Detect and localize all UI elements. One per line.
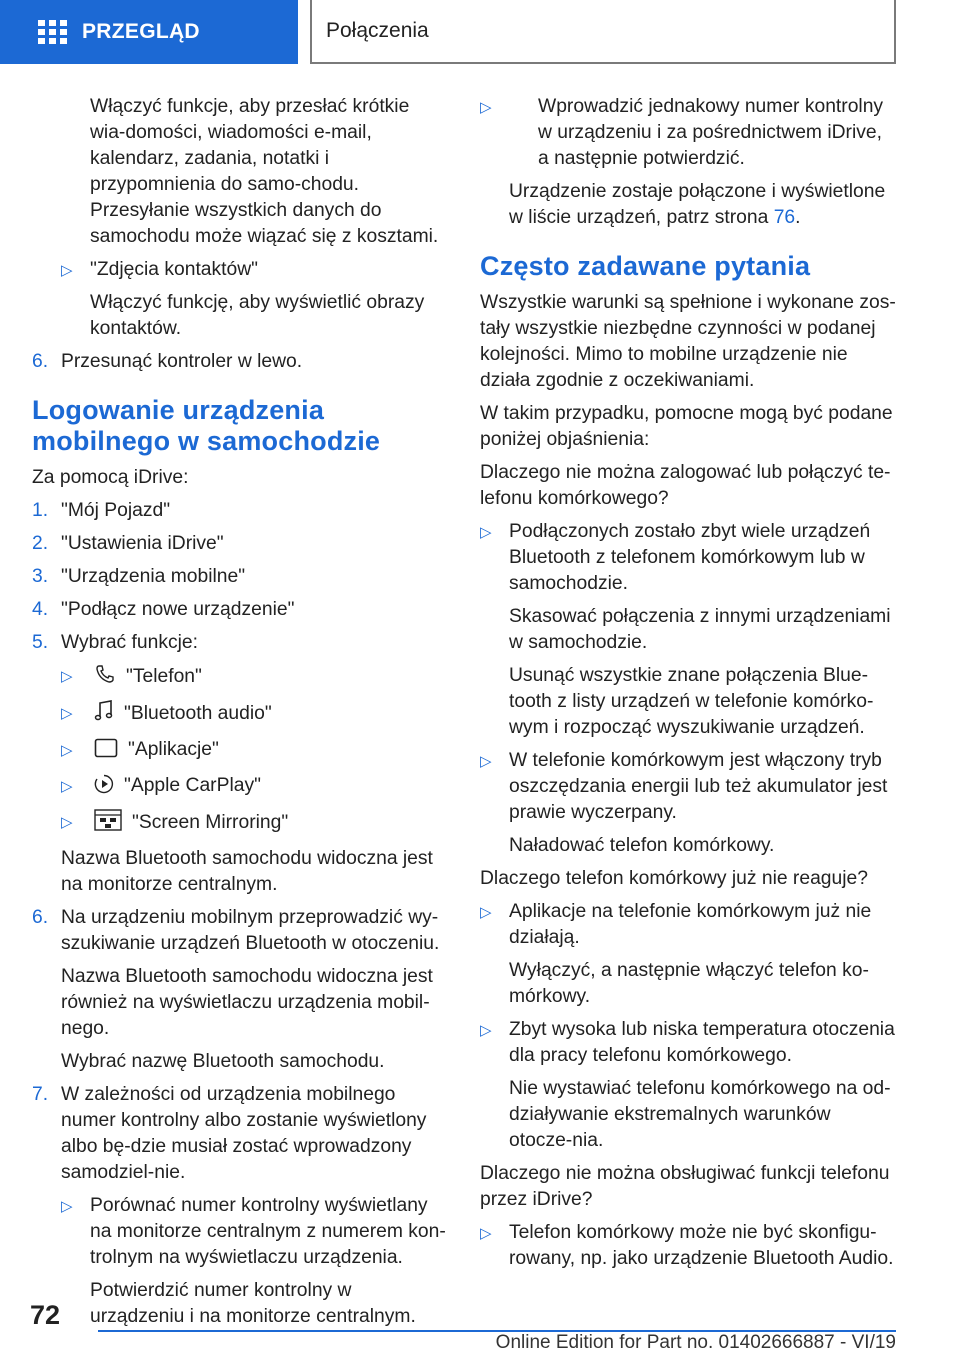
step-number: 7.: [32, 1084, 49, 1105]
music-note-icon: [94, 700, 114, 730]
grid-icon: [38, 20, 68, 44]
faq-help: W takim przypadku, pomocne mogą być podane poniżej objaśnienia:: [480, 403, 893, 450]
question-3: Dlaczego nie można obsługiwać funkcji telefonu przez iDrive?: [480, 1163, 890, 1210]
step-3: [32, 564, 450, 590]
step-number: 6.: [32, 351, 49, 372]
step-number: 4.: [32, 599, 49, 620]
bullet-compare: [32, 1193, 450, 1271]
triangle-bullet-icon: ▷: [61, 705, 73, 722]
triangle-bullet-icon: ▷: [61, 778, 73, 795]
question-2: Dlaczego telefon komórkowy już nie reaguje?: [480, 868, 868, 889]
function-label: "Aplikacje": [128, 739, 219, 760]
section-title: [310, 0, 896, 64]
triangle-bullet-icon: ▷: [61, 742, 73, 759]
q1-answer-2-text: W telefonie komórkowym jest włączony tryb oszczędzania energii lub też akumulator jest prawie wyczerpany.: [509, 750, 888, 823]
right-column: [480, 94, 898, 1279]
connected-text-main: Urządzenie zostaje połączone i wyświetlone w liście urządzeń, patrz strona: [509, 181, 886, 228]
step-6b-note: Nazwa Bluetooth samochodu widoczna jest również na wyświetlaczu urządzenia mobil-nego.: [61, 966, 433, 1039]
q1-answer-1-fix-2: Usunąć wszystkie znane połączenia Blue-tooth z listy urządzeń w telefonie komórko-wym i rozpocząć wyszukiwanie urządzeń.: [509, 665, 874, 738]
step-1: [32, 498, 450, 524]
q3-answer-1: [480, 1220, 898, 1272]
step-text: Przesunąć kontroler w lewo.: [61, 351, 303, 372]
q2-answer-2: [480, 1017, 898, 1069]
triangle-bullet-icon: ▷: [61, 1198, 73, 1215]
step-6b-select: Wybrać nazwę Bluetooth samochodu.: [61, 1051, 385, 1072]
step-text: "Podłącz nowe urządzenie": [61, 599, 295, 620]
step-text: "Urządzenia mobilne": [61, 566, 246, 587]
step-text: Na urządzeniu mobilnym przeprowadzić wy-szukiwanie urządzeń Bluetooth w otoczeniu.: [61, 907, 440, 954]
step-text: Wybrać funkcje:: [61, 632, 198, 653]
function-apple-carplay: [32, 773, 450, 802]
triangle-bullet-icon: ▷: [61, 668, 73, 685]
triangle-bullet-icon: ▷: [480, 99, 492, 116]
bullet-contact-photos-label: "Zdjęcia kontaktów": [90, 259, 259, 280]
page-header: [0, 0, 960, 66]
step-6b: [32, 905, 450, 957]
q2-answer-1-fix: Wyłączyć, a następnie włączyć telefon ko-mórkowy.: [509, 960, 869, 1007]
function-label: "Screen Mirroring": [132, 812, 289, 833]
bullet-enter-code: [480, 94, 898, 172]
triangle-bullet-icon: ▷: [480, 524, 492, 541]
bullet-enter-code-text: Wprowadzić jednakowy numer kontrolny w urządzeniu i za pośrednictwem iDrive, a następnie potwierdzić.: [538, 96, 884, 169]
left-column: [32, 94, 450, 1337]
q1-answer-1: [480, 519, 898, 597]
q2-answer-1-text: Aplikacje na telefonie komórkowym już nie działają.: [509, 901, 872, 948]
q2-answer-1: [480, 899, 898, 951]
edition-note: Online Edition for Part no. 01402666887 - VI/19: [495, 1332, 896, 1353]
faq-intro: Wszystkie warunki są spełnione i wykonane zos-tały wszystkie niezbędne czynności w podanej kolejności. Mimo to mobilne urządzenie nie działa zgodnie z oczekiwaniami.: [480, 292, 896, 391]
screen-mirroring-icon: [94, 809, 122, 839]
function-label: "Telefon": [126, 666, 202, 687]
overview-tab[interactable]: [0, 0, 298, 64]
overview-tab-label: PRZEGLĄD: [82, 20, 200, 43]
section-heading-faq: Często zadawane pytania: [480, 251, 811, 281]
function-bluetooth-audio: [32, 700, 450, 730]
step-number: 1.: [32, 500, 49, 521]
page-number: 72: [30, 1300, 61, 1330]
q1-answer-2: [480, 748, 898, 826]
step-number: 3.: [32, 566, 49, 587]
q1-answer-1-text: Podłączonych zostało zbyt wiele urządzeń Bluetooth z telefonem komórkowym lub w samochodzie.: [509, 521, 871, 594]
q3-answer-1-text: Telefon komórkowy może nie być skonfigu-rowany, np. jako urządzenie Bluetooth Audio.: [509, 1222, 894, 1269]
triangle-bullet-icon: ▷: [480, 904, 492, 921]
connected-text: [480, 179, 898, 231]
page-link[interactable]: 76: [773, 207, 796, 228]
section-title-label: Połączenia: [326, 19, 429, 42]
section-heading-login: Logowanie urządzenia mobilnego w samochodzie: [32, 395, 381, 456]
question-1: Dlaczego nie można zalogować lub połączyć te-lefonu komórkowego?: [480, 462, 891, 509]
function-screen-mirroring: [32, 809, 450, 839]
bt-name-note: Nazwa Bluetooth samochodu widoczna jest na monitorze centralnym.: [61, 848, 433, 895]
step-number: 2.: [32, 533, 49, 554]
step-number: 5.: [32, 632, 49, 653]
confirm-text: Potwierdzić numer kontrolny w urządzeniu i na monitorze centralnym.: [90, 1280, 416, 1327]
q2-answer-2-text: Zbyt wysoka lub niska temperatura otoczenia dla pracy telefonu komórkowego.: [509, 1019, 895, 1066]
connected-text-end: .: [795, 207, 801, 228]
step-6: [32, 349, 450, 375]
function-aplikacje: [32, 737, 450, 766]
intro-text: Włączyć funkcje, aby przesłać krótkie wia-domości, wiadomości e-mail, kalendarz, zadania, notatki i przypomnienia do samo-chodu. Przesyłanie wszystkich danych do samochodu może wiązać się z kosztami.: [90, 96, 439, 247]
function-label: "Apple CarPlay": [124, 775, 261, 796]
step-5: [32, 630, 450, 656]
triangle-bullet-icon: ▷: [480, 1022, 492, 1039]
function-label: "Bluetooth audio": [124, 703, 272, 724]
triangle-bullet-icon: ▷: [61, 262, 73, 279]
play-circle-icon: [94, 774, 114, 802]
function-telefon: [32, 663, 450, 693]
step-text: W zależności od urządzenia mobilnego numer kontrolny albo zostanie wyświetlony albo bę-dzie musiał zostać wprowadzony samodziel-nie.: [61, 1084, 427, 1183]
bullet-compare-text: Porównać numer kontrolny wyświetlany na monitorze centralnym z numerem kon-trolnym na wyświetlaczu urządzenia.: [90, 1195, 446, 1268]
triangle-bullet-icon: ▷: [61, 814, 73, 831]
q2-answer-2-fix: Nie wystawiać telefonu komórkowego na od-działywanie ekstremalnych warunków otocze-nia.: [509, 1078, 891, 1151]
apps-icon: [94, 738, 118, 766]
step-number: 6.: [32, 907, 49, 928]
via-idrive: Za pomocą iDrive:: [32, 467, 189, 488]
step-text: "Ustawienia iDrive": [61, 533, 224, 554]
bullet-contact-photos-desc: Włączyć funkcję, aby wyświetlić obrazy kontaktów.: [90, 292, 425, 339]
q1-answer-1-fix-1: Skasować połączenia z innymi urządzeniami w samochodzie.: [509, 606, 891, 653]
q1-answer-2-fix: Naładować telefon komórkowy.: [509, 835, 775, 856]
step-text: "Mój Pojazd": [61, 500, 171, 521]
triangle-bullet-icon: ▷: [480, 1225, 492, 1242]
step-7: [32, 1082, 450, 1186]
bullet-contact-photos: [32, 257, 450, 283]
phone-icon: [94, 663, 116, 693]
step-4: [32, 597, 450, 623]
triangle-bullet-icon: ▷: [480, 753, 492, 770]
step-2: [32, 531, 450, 557]
